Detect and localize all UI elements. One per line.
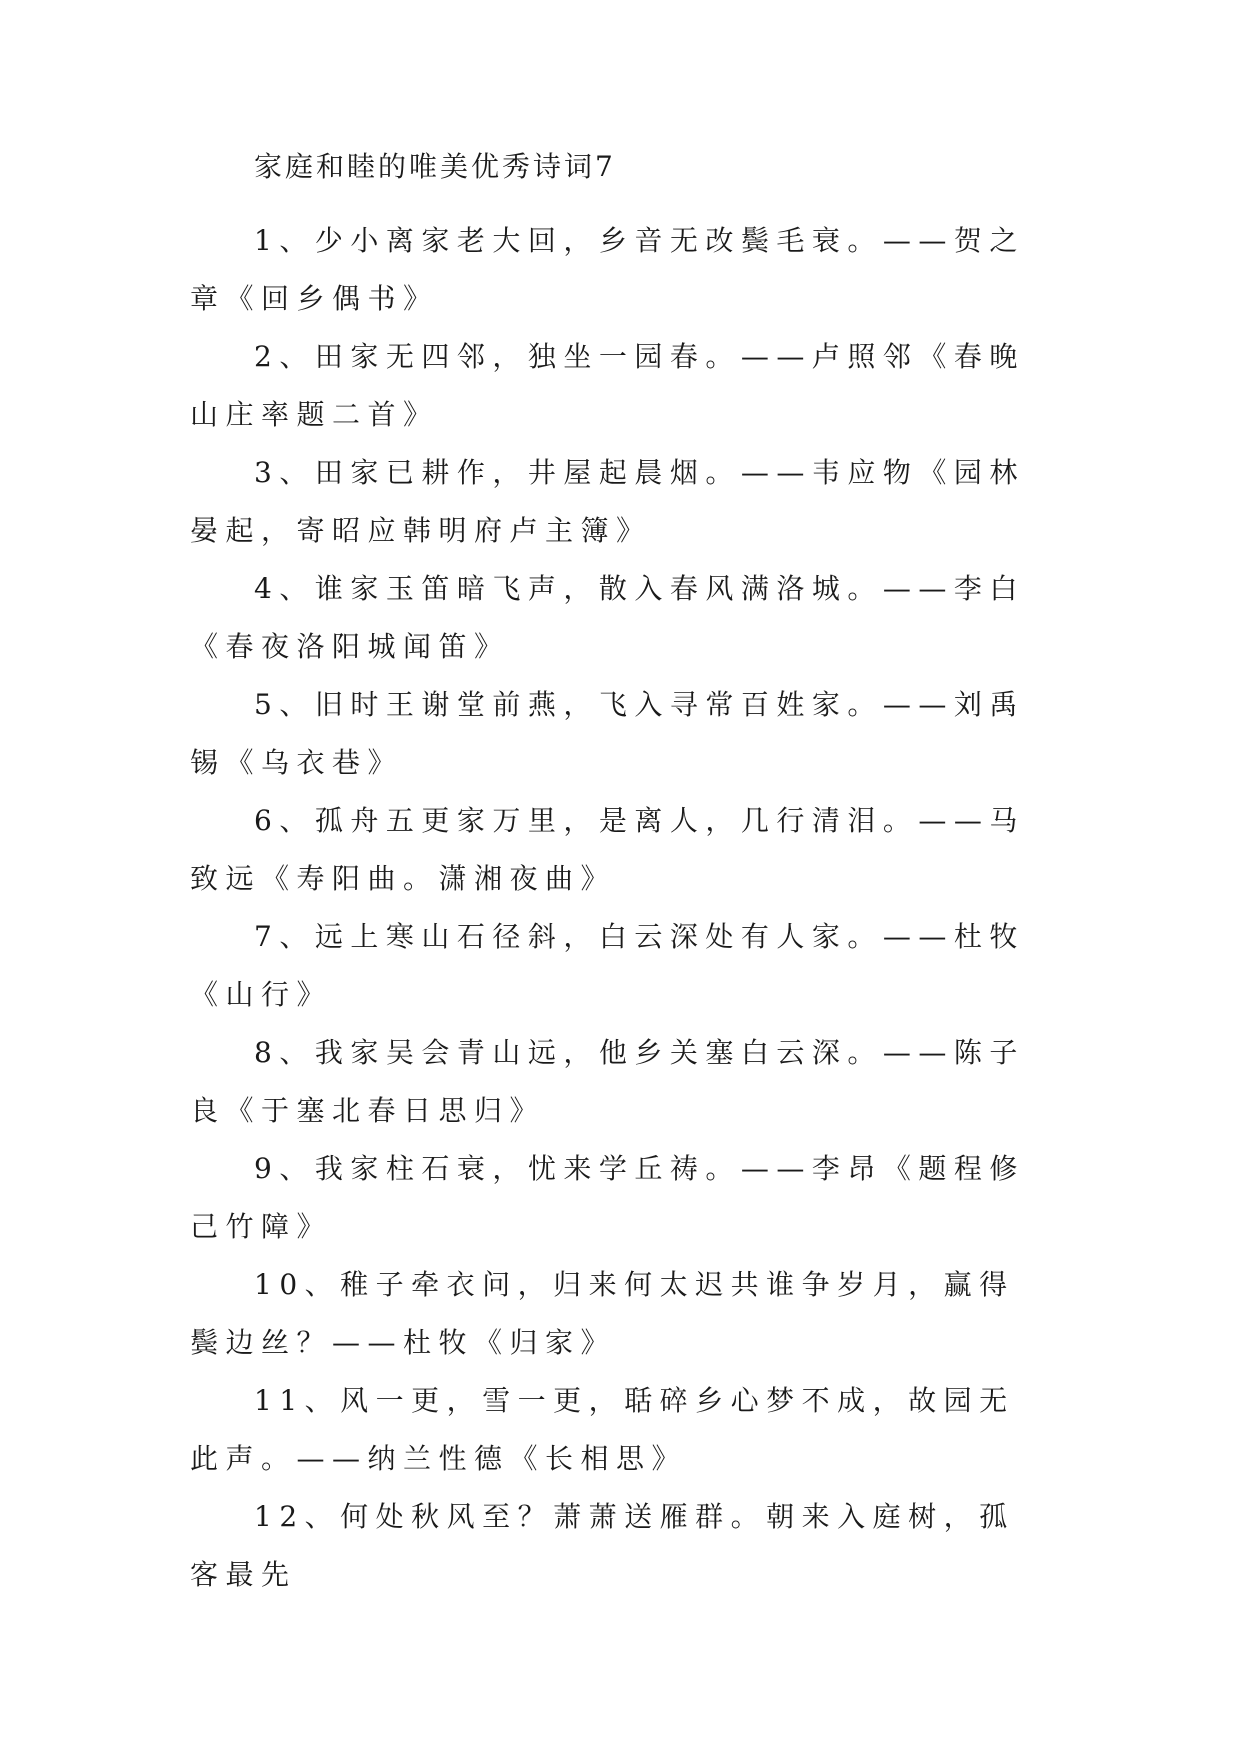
poem-line: 1、少小离家老大回，乡音无改鬓毛衰。——贺之章《回乡偶书》 — [190, 224, 1025, 315]
poem-line: 5、旧时王谢堂前燕，飞入寻常百姓家。——刘禹锡《乌衣巷》 — [190, 688, 1025, 779]
poem-line: 9、我家柱石衰，忧来学丘祷。——李昂《题程修己竹障》 — [190, 1152, 1025, 1243]
poem-line: 3、田家已耕作，井屋起晨烟。——韦应物《园林晏起，寄昭应韩明府卢主簿》 — [190, 456, 1025, 547]
poem-line: 10、稚子牵衣问，归来何太迟共谁争岁月，赢得鬓边丝？——杜牧《归家》 — [190, 1268, 1015, 1359]
poem-line: 8、我家吴会青山远，他乡关塞白云深。——陈子良《于塞北春日思归》 — [190, 1036, 1025, 1127]
poem-line: 6、孤舟五更家万里，是离人，几行清泪。——马致远《寿阳曲。潇湘夜曲》 — [190, 804, 1025, 895]
document-title: 家庭和睦的唯美优秀诗词7 — [254, 150, 616, 183]
poem-line: 2、田家无四邻，独坐一园春。——卢照邻《春晚山庄率题二首》 — [190, 340, 1025, 431]
poem-line: 4、谁家玉笛暗飞声，散入春风满洛城。——李白《春夜洛阳城闻笛》 — [190, 572, 1025, 663]
document-page — [190, 152, 1050, 1604]
poem-line: 7、远上寒山石径斜，白云深处有人家。——杜牧《山行》 — [190, 920, 1025, 1011]
poem-line: 12、何处秋风至？萧萧送雁群。朝来入庭树，孤客最先 — [190, 1500, 1015, 1591]
poem-line: 11、风一更，雪一更，聒碎乡心梦不成，故园无此声。——纳兰性德《长相思》 — [190, 1384, 1015, 1475]
